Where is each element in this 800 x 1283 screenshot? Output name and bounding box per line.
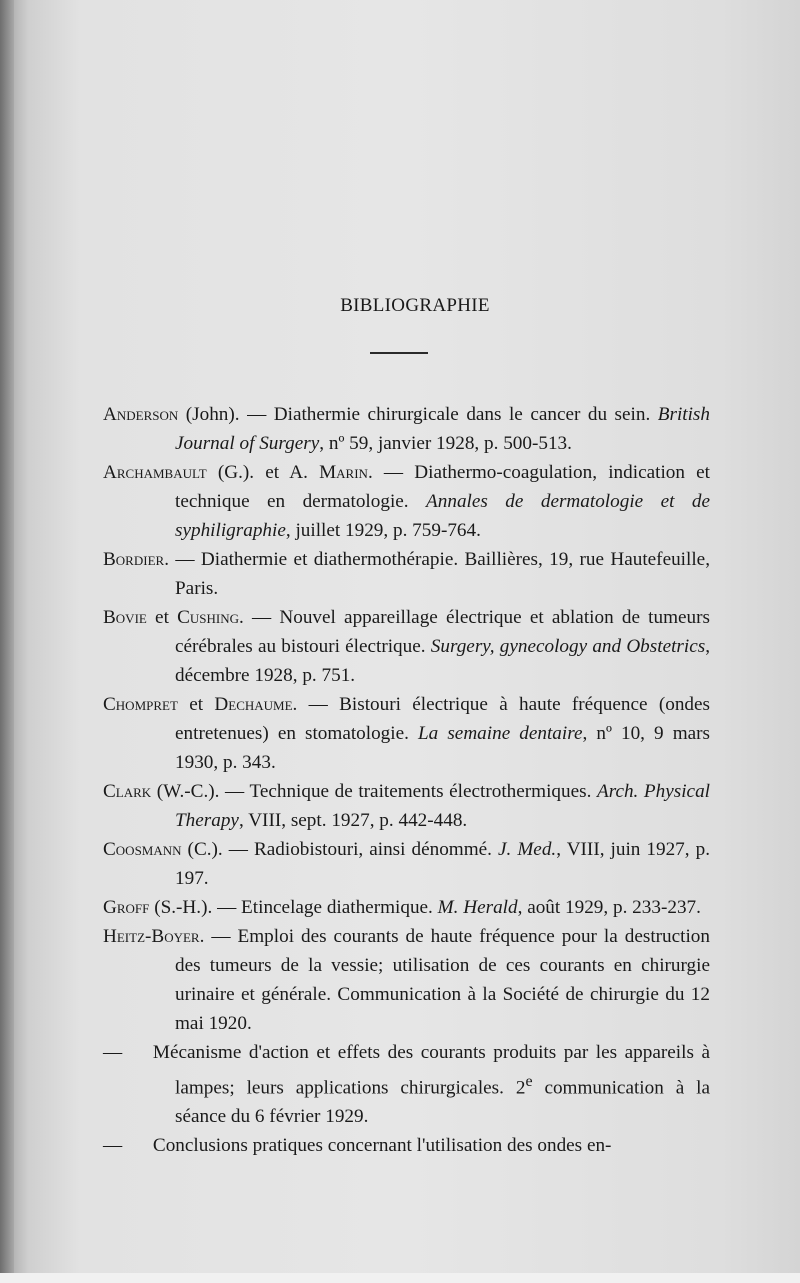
ditto-dash: — xyxy=(103,1135,123,1157)
entry-text: . — Diathermie et diathermothérapie. Baillières, 19, rue Hautefeuille, Paris. xyxy=(164,549,710,599)
entry-text: (W.-C.). — Technique de traitements électrothermiques. xyxy=(151,781,597,802)
entry-text: . — Bistouri électrique à haute fréquence (ondes entretenues) en stomatologie. xyxy=(175,694,710,744)
entry-text: et xyxy=(146,607,178,628)
bibliography-entry xyxy=(103,777,710,835)
page-binding-shadow xyxy=(0,0,14,1283)
entry-journal: Annales de dermatologie et de syphiligraphie xyxy=(175,491,710,541)
entry-author: Chompret xyxy=(103,694,178,715)
entry-text: . — Diathermo-coagulation, indication et technique en dermatologie. xyxy=(175,462,710,512)
entry-text: (John). — Diathermie chirurgicale dans le cancer du sein. xyxy=(178,404,658,425)
entry-author: Anderson xyxy=(103,404,179,425)
entry-text: . — Nouvel appareillage électrique et ablation de tumeurs cérébrales au bistouri électrique. xyxy=(175,607,710,657)
ditto-dash: — xyxy=(103,1042,123,1063)
bibliography-entry xyxy=(103,835,710,893)
page-bottom-margin xyxy=(0,1273,800,1283)
entry-coauthor: Marin xyxy=(319,462,368,483)
bibliography-entry xyxy=(103,603,710,690)
entry-details: , nº 10, 9 mars 1930, p. 343. xyxy=(175,723,711,773)
entry-text: Mécanisme d'action et effets des courants produits par les appareils à lampes; leurs applications chirurgicales. 2 xyxy=(152,1042,710,1099)
entry-author: Coosmann xyxy=(103,839,182,860)
entry-text: (S.-H.). — Etincelage diathermique. xyxy=(149,897,438,918)
bibliography-continuation xyxy=(103,1131,710,1160)
entry-details: , VIII, juin 1927, p. 197. xyxy=(175,839,710,889)
bibliography-entry xyxy=(103,400,710,458)
entry-coauthor: Cushing xyxy=(177,607,240,628)
bibliography-entry xyxy=(103,690,710,777)
entry-journal: British Journal of Surgery xyxy=(175,404,710,454)
bibliography-continuation xyxy=(103,1038,710,1131)
page-title: BIBLIOGRAPHIE xyxy=(340,295,490,316)
bibliography-list xyxy=(103,400,710,1160)
entry-text: communication à la séance du 6 février 1929. xyxy=(175,1077,710,1128)
entry-journal: La semaine dentaire xyxy=(418,723,583,744)
entry-details: , décembre 1928, p. 751. xyxy=(175,636,710,686)
entry-text: Conclusions pratiques concernant l'utilisation des ondes en- xyxy=(152,1135,612,1157)
bibliography-entry xyxy=(103,922,710,1038)
entry-author: Clark xyxy=(103,781,152,802)
entry-author: Bordier xyxy=(103,549,165,570)
ordinal-superscript: e xyxy=(525,1073,533,1090)
entry-details: , VIII, sept. 1927, p. 442-448. xyxy=(238,810,468,831)
entry-text: et xyxy=(177,694,215,715)
entry-author: Groff xyxy=(103,897,150,918)
entry-text: (C.). — Radiobistouri, ainsi dénommé. xyxy=(181,839,498,860)
entry-journal: M. Herald xyxy=(437,897,518,918)
entry-text: (G.). et A. xyxy=(206,462,320,483)
entry-details: , juillet 1929, p. 759-764. xyxy=(285,520,481,541)
entry-coauthor: Dechaume xyxy=(214,694,293,715)
entry-author: Heitz-Boyer xyxy=(103,926,200,947)
bibliography-entry xyxy=(103,545,710,603)
entry-details: , nº 59, janvier 1928, p. 500-513. xyxy=(319,433,572,454)
bibliography-entry xyxy=(103,893,710,922)
entry-text: . — Emploi des courants de haute fréquence pour la destruction des tumeurs de la vessie; utilisation de ces courants en chirurgie urinaire et générale. Communication à la Société de chirurgie du 12 mai 1920. xyxy=(175,926,710,1034)
entry-journal: Arch. Physical Therapy xyxy=(175,781,710,831)
title-rule xyxy=(370,352,428,354)
entry-details: , août 1929, p. 233-237. xyxy=(517,897,701,918)
entry-journal: J. Med. xyxy=(497,839,557,860)
entry-author: Archambault xyxy=(103,462,207,483)
bibliography-entry xyxy=(103,458,710,545)
entry-journal: Surgery, gynecology and Obstetrics xyxy=(430,636,706,657)
entry-author: Bovie xyxy=(103,607,147,628)
